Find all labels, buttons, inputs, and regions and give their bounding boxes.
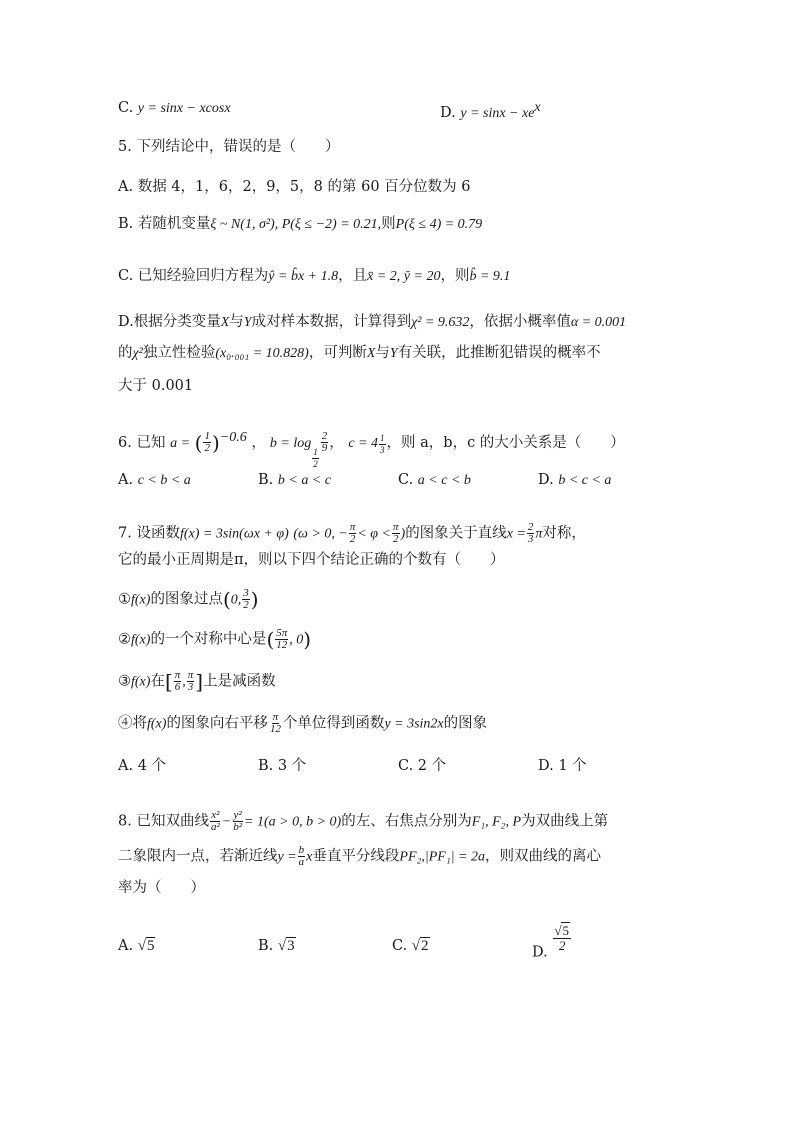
left-bracket: [ [164, 669, 173, 694]
q5-option-c [118, 266, 510, 287]
math-op: − [221, 814, 232, 830]
text: 独立性检验 [142, 345, 216, 361]
text: ，且 [338, 268, 368, 284]
text: ，依据小概率值 [469, 314, 571, 330]
text: 上是减函数 [203, 673, 276, 690]
text: 的左、右焦点分别为 [341, 813, 472, 830]
q6-option-d [538, 470, 611, 491]
text: B. 若随机变量 [118, 216, 211, 232]
math-expression: α = 0.001 [570, 315, 627, 330]
q7-option-c: C. 2 个 [398, 758, 447, 774]
text: 成对样本数据，计算得到 [251, 314, 412, 330]
math-expression: P(ξ ≤ 4) = 0.79 [395, 217, 483, 232]
option-label: D. [538, 472, 554, 488]
math-expression: ξ ~ N(1, σ²), P(ξ ≤ −2) = 0.21, [210, 217, 382, 232]
q7-statement-2 [118, 628, 311, 651]
fraction-5pi-12: $\frac{5\pi}{12}$ [276, 627, 288, 651]
exponent-fraction: $\frac{1}{3}$ [380, 432, 385, 455]
text: 在 [150, 673, 165, 690]
q7-option-b: B. 3 个 [258, 758, 307, 774]
math-value: 0, [230, 592, 242, 608]
math-expression: f(x) = 3sin(ωx + φ) [179, 526, 289, 542]
math-expression: b̂ = 9.1 [469, 269, 511, 284]
text: 8. 已知双曲线 [118, 813, 209, 830]
math-expression: = 1(a > 0, b > 0) [244, 814, 342, 830]
math-var: X [220, 315, 230, 330]
q5-option-a: A. 数据 4，1，6，2，9，5，8 的第 60 百分位数为 6 [118, 179, 471, 195]
math-expression: f(x) [147, 716, 167, 732]
option-label: B. [258, 472, 274, 488]
text: 与 [375, 345, 390, 361]
text: 垂直平分线段 [312, 848, 400, 865]
q6-option-c [398, 470, 471, 491]
fraction-pi-12: $\frac{\pi}{12}$ [269, 711, 281, 735]
math-expression: x = [506, 526, 526, 542]
text: C. 已知经验回归方程为 [118, 268, 269, 284]
text: ，则 a，b，c 的大小关系是（ ） [386, 434, 625, 451]
sqrt-2: √2 [411, 938, 429, 954]
option-label: A. [118, 472, 134, 488]
math-expression: y = [277, 849, 297, 865]
fraction-y2-b2: $\frac{\text{y²}}{\text{b²}}$ [233, 809, 243, 833]
text: 的图象关于直线 [405, 525, 507, 542]
circled-number: ① [118, 591, 131, 608]
text: 则 [381, 216, 396, 232]
fraction-pi-2: $\frac{\pi}{2}$ [349, 521, 356, 545]
text: ，则双曲线的离心 [485, 848, 601, 865]
math-var: π [535, 526, 543, 542]
math-expression: f(x) [131, 592, 151, 608]
radicand: 3 [287, 938, 295, 954]
circled-number: ④将 [118, 715, 147, 732]
text: D.根据分类变量 [118, 314, 221, 330]
math-expression: c < b < a [137, 473, 191, 488]
math-expression: c = 4 [348, 435, 379, 451]
q7-stem-line2: 它的最小正周期是π，则以下四个结论正确的个数有（ ） [118, 552, 505, 568]
fraction-2-9: $\frac{2}{9}$ [321, 430, 328, 455]
q8-option-b [258, 936, 296, 956]
sqrt-3: √3 [277, 938, 295, 954]
right-paren: ) [303, 627, 312, 652]
text: 的图象 [443, 715, 488, 732]
option-label: C. [392, 938, 408, 954]
q5-option-d-line3: 大于 0.001 [118, 378, 194, 394]
radicand: 5 [562, 923, 569, 938]
text: 的 [118, 345, 133, 361]
denominator: 2 [558, 938, 566, 953]
text: 7. 设函数 [118, 525, 180, 542]
math-var: Y [389, 346, 398, 361]
q5-option-d-line2 [118, 343, 601, 364]
math-expression: b < c < a [558, 473, 612, 488]
fraction-pi-3: $\frac{\pi}{3}$ [187, 669, 194, 693]
text: 的图象过点 [150, 591, 223, 608]
math-var: χ² [132, 346, 143, 361]
math-expression: PF₂, [399, 849, 425, 865]
math-var: X [366, 346, 376, 361]
text: ， [329, 434, 344, 451]
log-base-fraction: $\frac{1}{2}$ [313, 446, 318, 469]
left-paren: ( [194, 430, 203, 455]
math-expression: f(x) [131, 632, 151, 648]
q7-stem-line1 [118, 522, 586, 545]
math-expression: y = 3sin2x [384, 716, 444, 732]
q7-option-d: D. 1 个 [538, 758, 587, 774]
text: 与 [229, 314, 244, 330]
math-value: , [182, 674, 186, 690]
math-superscript: −0.6 [219, 430, 247, 445]
q5-option-d-line1 [118, 312, 626, 333]
q6-option-b [258, 470, 331, 491]
math-expression: y = sinx − xe [460, 105, 535, 121]
right-paren: ) [250, 587, 259, 612]
q8-option-a [118, 936, 155, 956]
option-label: D. [440, 104, 456, 121]
math-expression: |PF₁| = 2a [424, 849, 485, 865]
math-expression: < φ < [357, 526, 391, 542]
math-value: , 0 [289, 632, 304, 648]
text: 有关联，此推断犯错误的概率不 [397, 345, 601, 361]
circled-number: ② [118, 631, 131, 648]
fraction-x2-a2: $\frac{\text{x²}}{\text{a²}}$ [210, 809, 220, 833]
circled-number: ③ [118, 673, 131, 690]
text: 的一个对称中心是 [150, 631, 267, 648]
q8-option-d [532, 924, 572, 963]
sqrt-5: √5 [137, 938, 155, 954]
q7-statement-3 [118, 670, 276, 693]
math-expression: a < c < b [417, 473, 471, 488]
fraction-pi-6: $\frac{\pi}{6}$ [174, 669, 181, 693]
q8-option-c [392, 936, 430, 956]
text: 个单位得到函数 [282, 715, 385, 732]
q7-statement-1 [118, 588, 259, 611]
math-expression: b < a < c [277, 473, 331, 488]
math-expression: χ² = 9.632 [411, 315, 470, 330]
math-expression: y = sinx − xcosx [137, 101, 231, 116]
math-var: x [306, 849, 313, 865]
left-paren: ( [266, 627, 275, 652]
text: 二象限内一点，若渐近线 [118, 848, 278, 865]
q6-option-a [118, 470, 191, 491]
option-label: A. [118, 938, 134, 954]
fraction-sqrt5-2: $\frac{√5}{2}$ [554, 923, 569, 953]
math-expression: x̄ = 2, ȳ = 20 [367, 269, 441, 284]
radicand: 2 [421, 938, 429, 954]
math-expression: (x₀.₀₀₁ = 10.828) [215, 346, 309, 361]
q4-option-d [440, 98, 541, 124]
radicand: 5 [146, 938, 155, 954]
fraction-pi-2: $\frac{\pi}{2}$ [393, 521, 399, 545]
math-expression: a = [170, 435, 191, 451]
fraction-2-3: $\frac{2}{3}$ [527, 521, 534, 545]
math-superscript: x [534, 100, 541, 115]
fraction-1-2: $\frac{1}{2}$ [204, 430, 210, 455]
left-paren: ( [222, 587, 231, 612]
option-label: C. [118, 100, 134, 116]
q7-option-a: A. 4 个 [118, 758, 167, 774]
math-expression: (ω > 0, − [293, 526, 348, 542]
q8-stem-line3: 率为（ ） [118, 880, 205, 896]
math-expression: F₁, F₂, P [471, 814, 522, 830]
option-label: C. [398, 472, 414, 488]
math-expression: f(x) [131, 674, 151, 690]
q7-statement-4 [118, 712, 487, 735]
text: ，则 [440, 268, 470, 284]
text: 对称， [542, 525, 586, 542]
q8-stem-line2 [118, 845, 601, 868]
option-label: B. [258, 938, 274, 954]
math-var: Y [243, 315, 252, 330]
option-label: D. [532, 944, 548, 961]
text: 的图象向右平移 [166, 715, 268, 732]
math-expression: ŷ = b̂x + 1.8 [268, 269, 339, 284]
right-paren: ) [211, 430, 220, 455]
math-expression: ) [400, 526, 406, 542]
q5-option-b [118, 214, 482, 235]
q5-stem: 5. 下列结论中，错误的是（ ） [118, 139, 340, 155]
fraction-b-a: $\frac{b}{a}$ [298, 844, 305, 868]
right-bracket: ] [195, 669, 204, 694]
q4-option-c [118, 98, 231, 119]
text: 6. 已知 [118, 434, 166, 451]
math-expression: b = log [269, 435, 312, 451]
q6-stem: 6. 已知 a = ( $\frac{1}{2}$ )$^{-0.6}$ ， b = log $\frac{1}{2}$ $\frac{2}{9}$ ， c = 4 $\frac{1}{3}$ ，则 a，b，c 的大小关系是（ ） [118, 430, 625, 469]
q8-stem-line1 [118, 810, 608, 833]
text: 为双曲线上第 [521, 813, 609, 830]
text: ，可判断 [308, 345, 367, 361]
fraction-3-2: $\frac{3}{2}$ [243, 587, 249, 611]
